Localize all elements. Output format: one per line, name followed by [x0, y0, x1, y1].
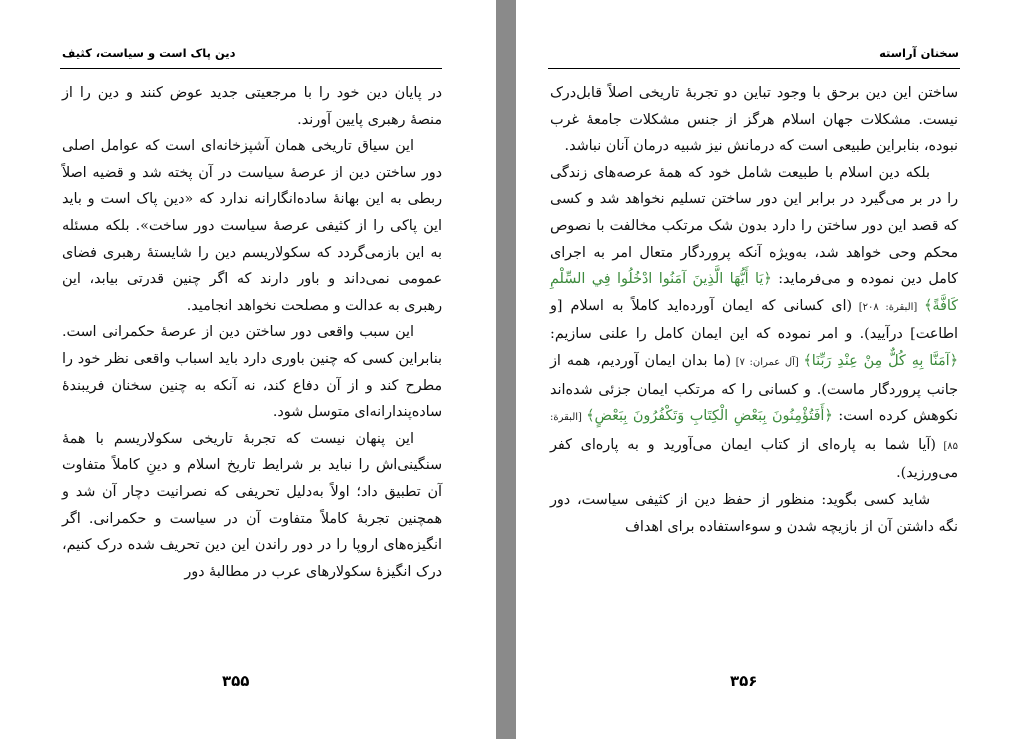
right-paragraph-3: شاید کسی بگوید: منظور از حفظ دین از کثیفی سیاست، دور نگه داشتن آن از بازیچه شدن و سوءاستفاده برای اهداف: [550, 491, 958, 535]
quran-verse: ﴿أَفَتُؤْمِنُونَ بِبَعْضِ الْكِتَابِ وَتَكْفُرُونَ بِبَعْضٍ﴾: [586, 408, 833, 425]
right-page-body: [550, 80, 958, 540]
right-page-header: سخنان آراسته: [879, 46, 959, 60]
left-paragraph-1: در پایان دین خود را با مرجعیتی جدید عوض کنند و دین را از منصهٔ رهبری پایین آورند.: [62, 85, 442, 128]
verse-reference: [البقرة: ۸۵]: [550, 412, 958, 452]
quran-verse: ﴿آمَنَّا بِهِ كُلٌّ مِنْ عِنْدِ رَبِّنَا﴾: [803, 352, 958, 369]
left-paragraph-3: این سبب واقعی دور ساختن دین از عرصهٔ حکمرانی است. بنابراین کسی که چنین باوری دارد باید اسباب واقعی نظر خود را مطرح کند و از آن دفاع کند، نه آنکه به چنین سخنان فریبندهٔ ساده‌پندارانه‌ای متوسل شود.: [62, 324, 442, 421]
left-paragraph-2: این سیاق تاریخی همان آشپزخانه‌ای است که عوامل اصلی دور ساختن دین از عرصهٔ سیاست در آن پخته شد و قضیه اصلاً ربطی به این بهانهٔ ساده‌انگارانه ندارد که «دین پاک است و باید این پاکی را از کثیفی عرصهٔ سیاست دور ساخت». بلکه مسئله به این بازمی‌گردد که سکولاریسم دین را شایستهٔ رهبری فضای عمومی نمی‌داند و باور دارند که اگر چنین قدرتی بیابد، این رهبری به عدالت و مصلحت نخواهد انجامید.: [62, 138, 442, 314]
left-page: [0, 0, 496, 739]
verse-reference: [آل عمران: ۷]: [731, 356, 804, 368]
text-segment: بلکه دین اسلام با طبیعت شامل خود که همهٔ عرصه‌های زندگی را در بر می‌گیرد در برابر این دور ساختن تسلیم نخواهد شد و کسی که قصد این دور ساختن را دارد بدون شک مرتکب مخالفت با نصوص محکم وحی خواهد شد، به‌ویژه آنکه پروردگار متعال امر به اجرای کامل دین نموده و می‌فرماید:: [550, 164, 958, 288]
left-page-body: [62, 80, 442, 585]
text-segment: (ما بدان ایمان آوردیم، همه از جانب پروردگار ماست). و کسانی را که مرتکب ایمان جزئی شده‌اند نکوهش کرده است:: [550, 352, 958, 425]
verse-reference: [البقرة: ۲۰۸]: [852, 301, 924, 313]
left-header-rule: [60, 68, 442, 69]
right-paragraph-2: [550, 160, 958, 487]
right-header-rule: [548, 68, 960, 69]
quran-verse: ﴿يَا أَيُّهَا الَّذِينَ آمَنُوا ادْخُلُوا فِي السِّلْمِ كَافَّةً﴾: [550, 271, 958, 314]
text-segment: (آیا شما به پاره‌ای از کتاب ایمان می‌آورید و به پاره‌ای کفر می‌ورزید).: [550, 436, 958, 482]
right-page-number: ۳۵۶: [730, 672, 758, 690]
right-page: [516, 0, 1024, 739]
right-paragraph-1: ساختن این دین برحق با وجود تباین دو تجربهٔ تاریخی اصلاً قابل‌درک نیست. مشکلات جهان اسلام هرگز از جنس مشکلات جامعهٔ غرب نبوده، بنابراین طبیعی است که درمانش نیز شبیه درمان آنان نباشد.: [550, 85, 958, 155]
text-segment: (ای کسانی که ایمان آورده‌اید کاملاً به اسلام [و اطاعت] درآیید). و امر نموده که این ایمان کامل را علنی سازیم:: [550, 297, 958, 343]
left-page-number: ۳۵۵: [222, 672, 250, 690]
left-paragraph-4: این پنهان نیست که تجربهٔ تاریخی سکولاریسم با همهٔ سنگینی‌اش را نباید بر شرایط تاریخ اسلام و دینِ کاملاً متفاوت آن تطبیق داد؛ اولاً به‌دلیل تحریفی که نصرانیت دچار آن شد و همچنین تجربهٔ کاملاً متفاوت آن در سیاست و حکمرانی. اگر انگیزه‌های اروپا را در دور راندن این دین تحریف شده درک کنیم، درک انگیزهٔ سکولارهای عرب در مطالبهٔ دور: [62, 430, 442, 580]
left-page-header: دین پاک است و سیاست، کثیف: [62, 46, 236, 60]
